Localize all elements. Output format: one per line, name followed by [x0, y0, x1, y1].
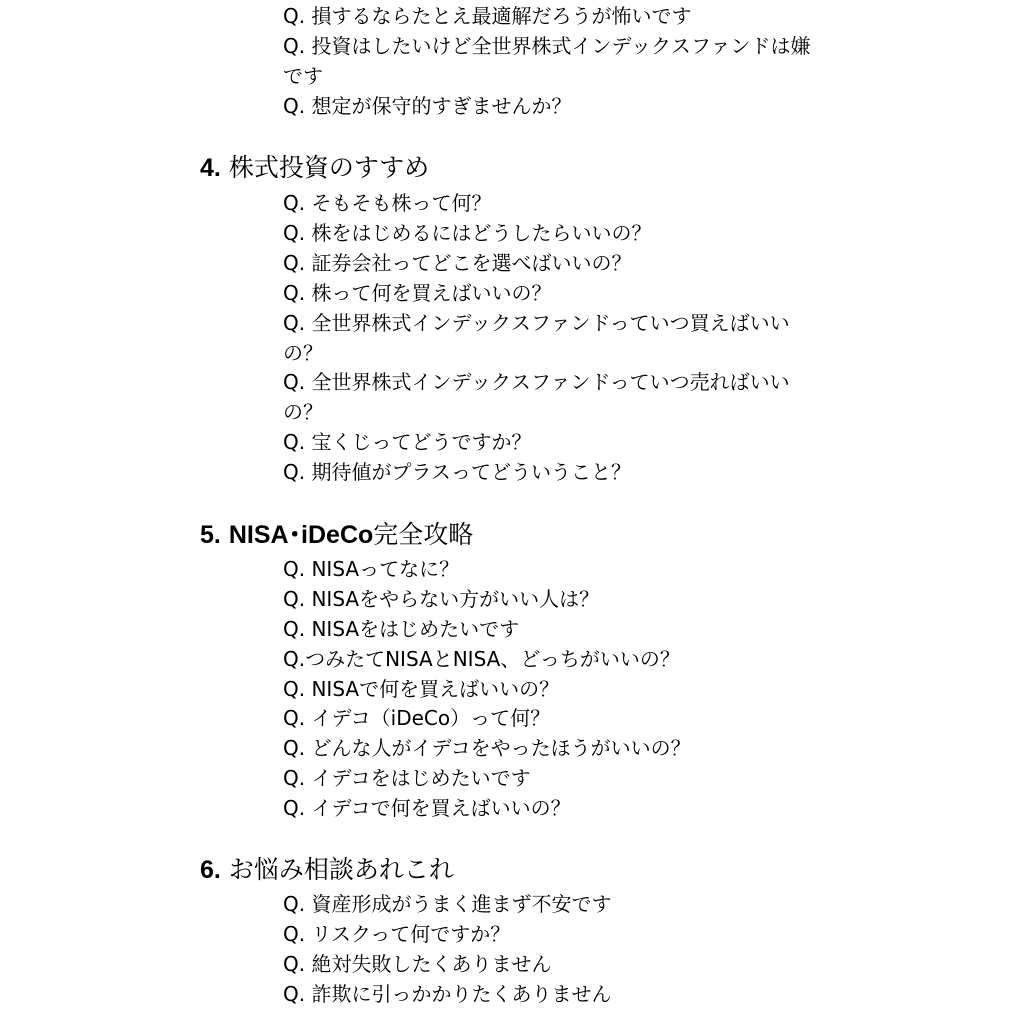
question-item: Q. 損するならたとえ最適解だろうが怖いです [283, 4, 692, 28]
question-item-continuation: の？ [283, 341, 323, 365]
question-item: Q. 資産形成がうまく進まず不安です [283, 892, 612, 916]
section-number: 5. [200, 521, 221, 549]
question-item: Q. 絶対失敗したくありません [283, 952, 552, 976]
section-heading [200, 852, 454, 888]
section-title-latin: NISA･iDeCo [228, 521, 374, 549]
question-item-continuation: です [283, 64, 323, 88]
question-item: Q. NISAをやらない方がいい人は？ [283, 587, 600, 611]
question-item: Q. 証券会社ってどこを選べばいいの？ [283, 251, 632, 275]
question-item: Q. 株をはじめるにはどうしたらいいの？ [283, 221, 652, 245]
question-item: Q. イデコをはじめたいです [283, 766, 531, 790]
question-item: Q. イデコ（iDeCo）って何？ [283, 706, 551, 730]
question-item: Q. 期待値がプラスってどういうこと？ [283, 460, 632, 484]
question-item: Q. 想定が保守的すぎませんか？ [283, 94, 572, 118]
section-heading [200, 517, 473, 553]
question-item: Q. そもそも株って何？ [283, 191, 492, 215]
question-item: Q. 投資はしたいけど全世界株式インデックスファンドは嫌 [283, 34, 811, 58]
section-number: 6. [200, 856, 221, 884]
question-item-continuation: の？ [283, 400, 323, 424]
question-item: Q. イデコで何を買えばいいの？ [283, 796, 571, 820]
question-item: Q.つみたてNISAとNISA、どっちがいいの？ [283, 647, 680, 671]
question-item: Q. 宝くじってどうですか？ [283, 430, 532, 454]
question-item: Q. 全世界株式インデックスファンドっていつ売ればいい [283, 370, 790, 394]
section-title: 完全攻略 [373, 520, 474, 549]
question-item: Q. どんな人がイデコをやったほうがいいの？ [283, 736, 691, 760]
question-item: Q. 全世界株式インデックスファンドっていつ買えばいい [283, 311, 790, 335]
question-item: Q. 株って何を買えばいいの？ [283, 281, 552, 305]
section-heading [200, 150, 429, 186]
question-item: Q. 詐欺に引っかかりたくありません [283, 982, 612, 1006]
question-item: Q. リスクって何ですか？ [283, 922, 511, 946]
question-item: Q. NISAをはじめたいです [283, 617, 520, 641]
section-number: 4. [200, 154, 221, 182]
section-title: お悩み相談あれこれ [228, 855, 454, 884]
section-title: 株式投資のすすめ [228, 153, 430, 182]
question-item: Q. NISAで何を買えばいいの？ [283, 677, 560, 701]
question-item: Q. NISAってなに？ [283, 557, 460, 581]
